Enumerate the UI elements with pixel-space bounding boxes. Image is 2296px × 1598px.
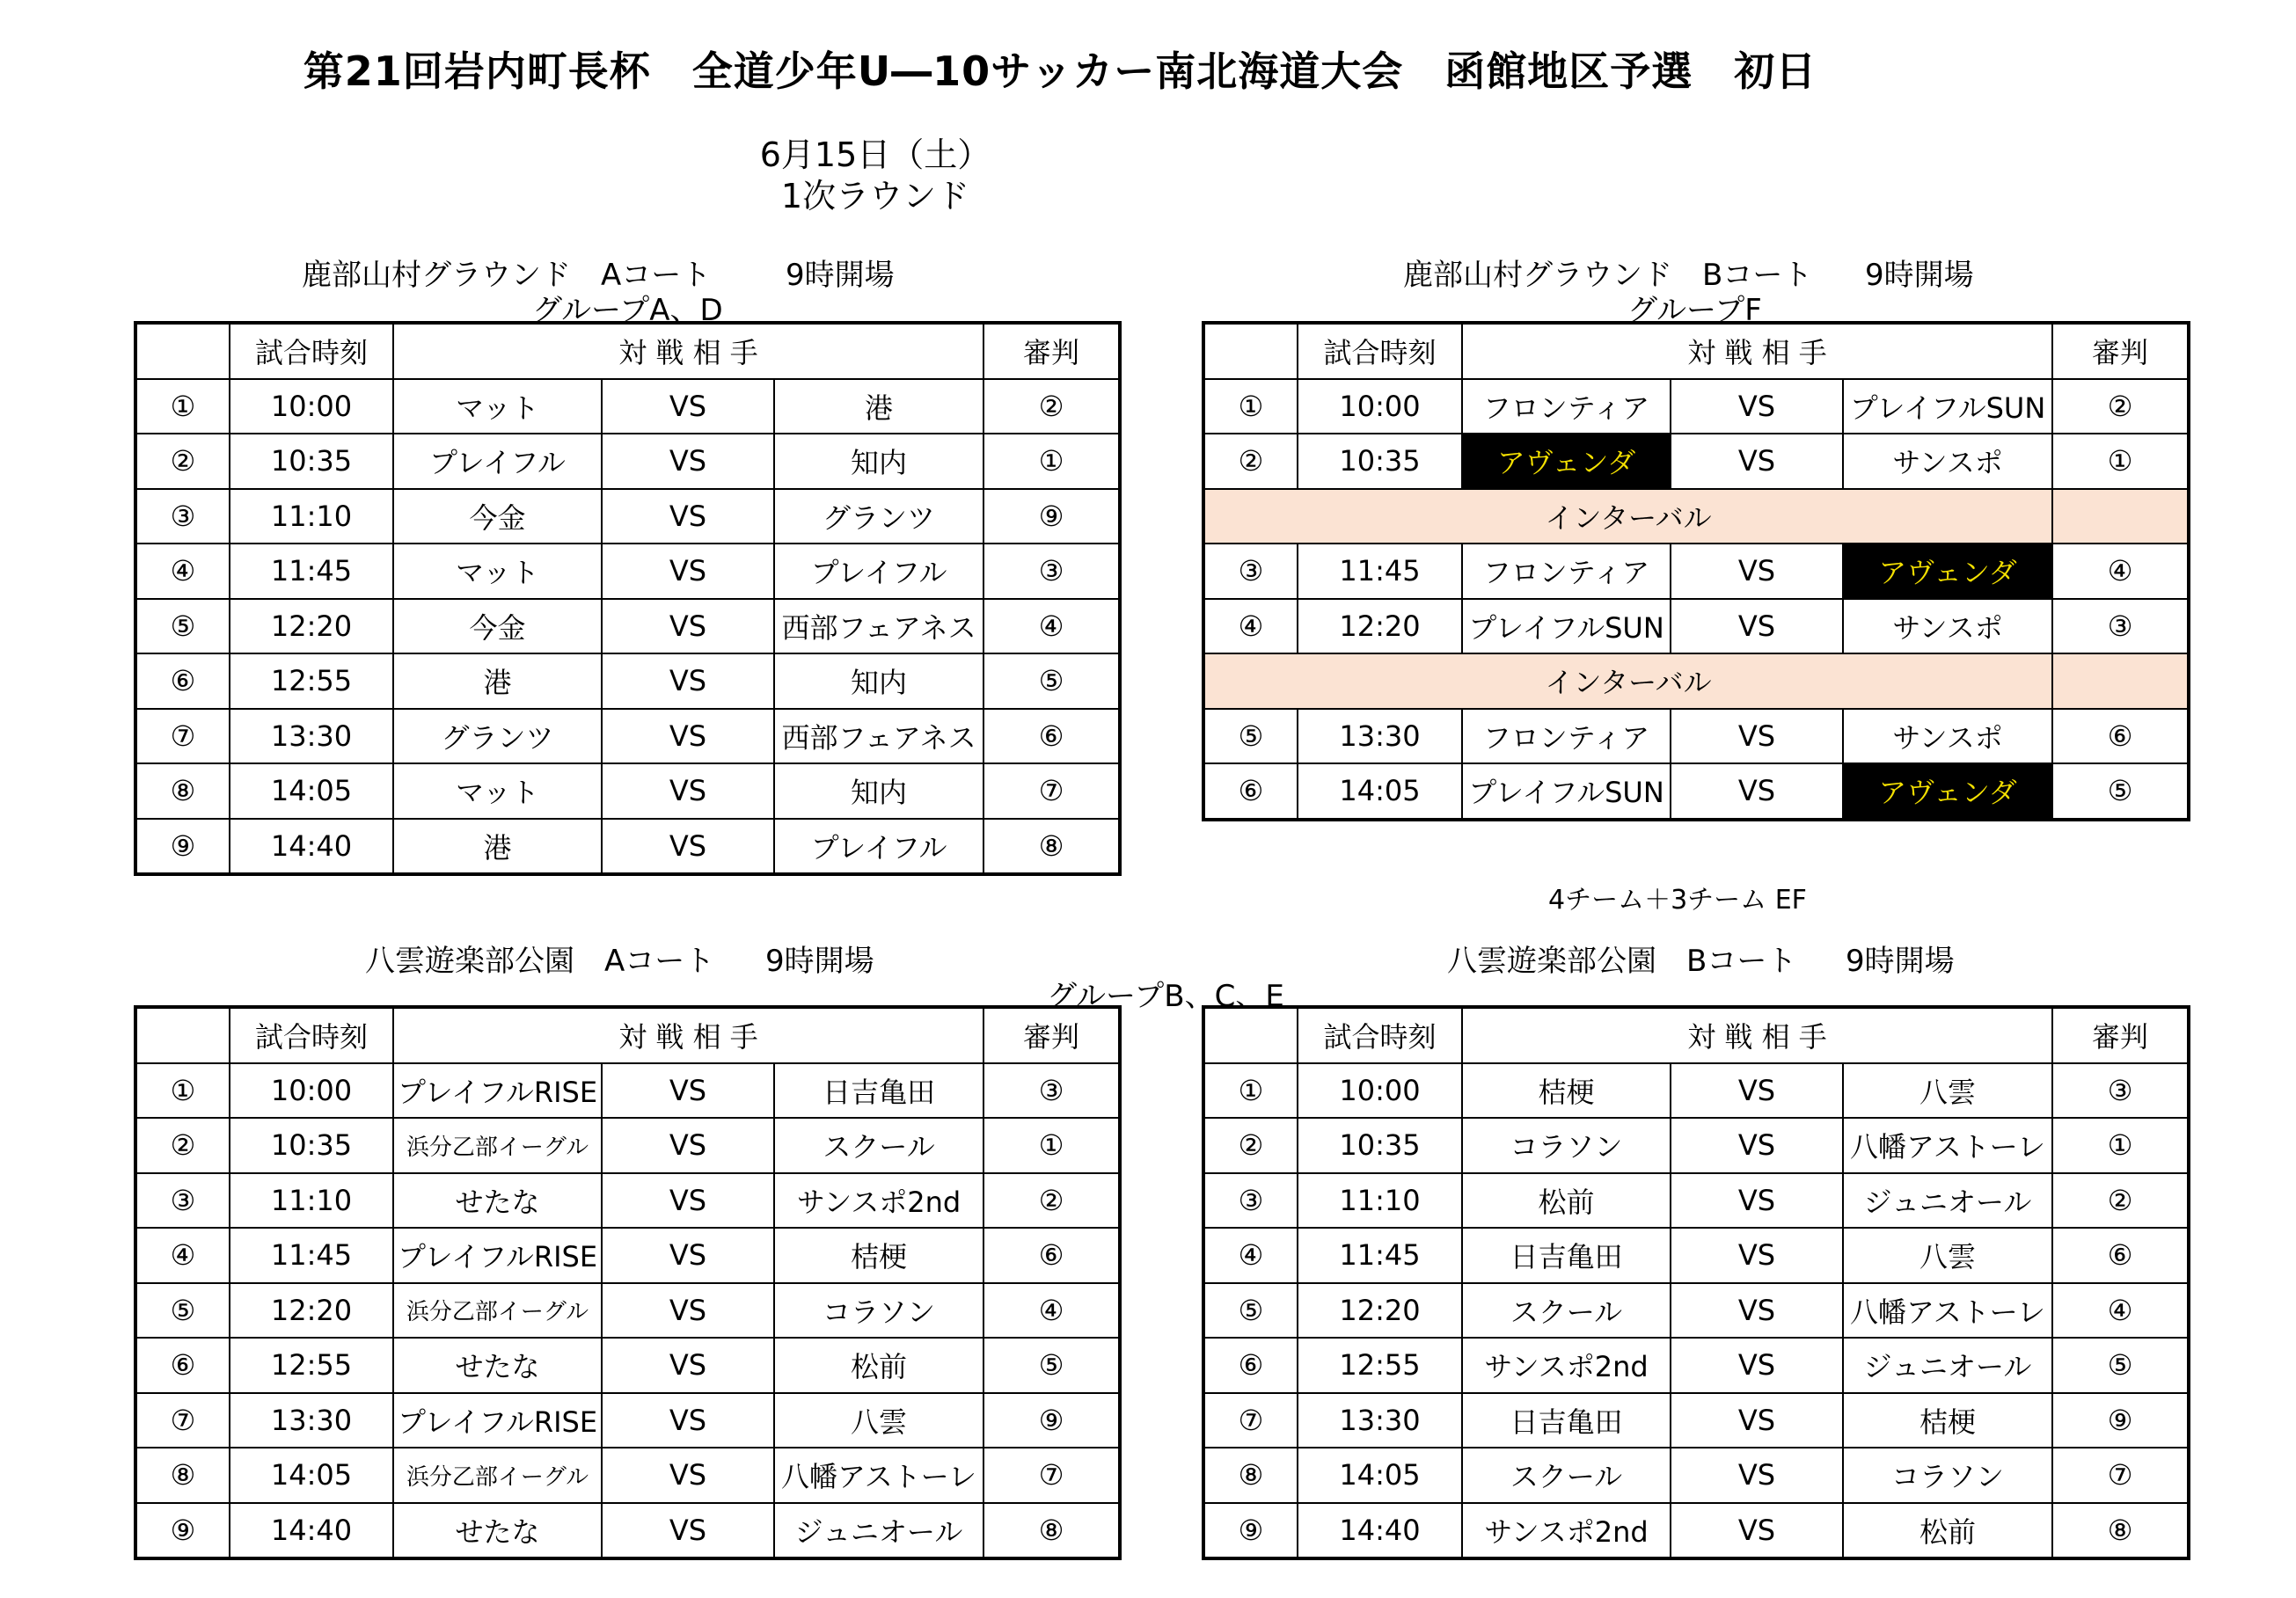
away-team: アヴェンダ bbox=[1843, 763, 2052, 820]
referee: ⑤ bbox=[2052, 763, 2189, 820]
home-team: 今金 bbox=[393, 489, 602, 544]
away-team: 松前 bbox=[774, 1338, 983, 1393]
court-group: グループF bbox=[1627, 293, 1762, 328]
header-opponents: 対 戦 相 手 bbox=[1462, 1007, 2052, 1063]
match-time: 12:55 bbox=[1298, 1338, 1462, 1393]
vs-label: VS bbox=[602, 1338, 774, 1393]
table-header-row bbox=[135, 1007, 1120, 1063]
match-number: ① bbox=[135, 1063, 230, 1119]
header-referee: 審判 bbox=[983, 1007, 1120, 1063]
away-team: ジュニオール bbox=[1843, 1338, 2052, 1393]
header-opponents: 対 戦 相 手 bbox=[393, 1007, 983, 1063]
vs-label: VS bbox=[1671, 599, 1843, 654]
court-group: グループB、C、E bbox=[1047, 979, 1284, 1014]
home-team: コラソン bbox=[1462, 1118, 1671, 1173]
match-time: 11:10 bbox=[230, 1173, 393, 1229]
away-team: 八雲 bbox=[1843, 1228, 2052, 1283]
referee: ⑨ bbox=[983, 1393, 1120, 1448]
vs-label: VS bbox=[1671, 1448, 1843, 1503]
header-opponents: 対 戦 相 手 bbox=[393, 323, 983, 379]
referee: ⑨ bbox=[2052, 1393, 2189, 1448]
table-row bbox=[1203, 1118, 2189, 1173]
home-team: 港 bbox=[393, 653, 602, 709]
referee: ③ bbox=[983, 1063, 1120, 1119]
interval-label: インターバル bbox=[1203, 489, 2052, 544]
referee: ④ bbox=[983, 1283, 1120, 1339]
match-number: ⑥ bbox=[135, 1338, 230, 1393]
table-row bbox=[1203, 709, 2189, 764]
table-row bbox=[135, 1338, 1120, 1393]
referee: ② bbox=[2052, 1173, 2189, 1229]
vs-label: VS bbox=[1671, 544, 1843, 599]
match-number: ② bbox=[135, 1118, 230, 1173]
away-team: 港 bbox=[774, 379, 983, 434]
vs-label: VS bbox=[602, 1063, 774, 1119]
match-number: ④ bbox=[135, 1228, 230, 1283]
home-team: プレイフルRISE bbox=[393, 1393, 602, 1448]
interval-blank bbox=[2052, 653, 2189, 709]
referee: ⑥ bbox=[2052, 709, 2189, 764]
match-number: ⑦ bbox=[135, 1393, 230, 1448]
referee: ⑨ bbox=[983, 489, 1120, 544]
away-team: コラソン bbox=[1843, 1448, 2052, 1503]
home-team: せたな bbox=[393, 1338, 602, 1393]
table-row bbox=[1203, 1228, 2189, 1283]
away-team: コラソン bbox=[774, 1283, 983, 1339]
vs-label: VS bbox=[1671, 709, 1843, 764]
table-row bbox=[1203, 1448, 2189, 1503]
away-team: 知内 bbox=[774, 434, 983, 489]
match-time: 12:20 bbox=[1298, 599, 1462, 654]
home-team: マット bbox=[393, 379, 602, 434]
match-number: ⑧ bbox=[135, 1448, 230, 1503]
match-time: 14:40 bbox=[230, 1503, 393, 1559]
vs-label: VS bbox=[602, 763, 774, 819]
match-number: ④ bbox=[1203, 599, 1298, 654]
vs-label: VS bbox=[602, 1448, 774, 1503]
match-time: 11:45 bbox=[1298, 544, 1462, 599]
home-team: 日吉亀田 bbox=[1462, 1393, 1671, 1448]
referee: ① bbox=[2052, 434, 2189, 489]
referee: ⑤ bbox=[2052, 1338, 2189, 1393]
page-title: 第21回岩内町長杯 全道少年U―10サッカー南北海道大会 函館地区予選 初日 bbox=[303, 47, 1817, 95]
table-row bbox=[1203, 599, 2189, 654]
table-row bbox=[1203, 379, 2189, 434]
header-opponents: 対 戦 相 手 bbox=[1462, 323, 2052, 379]
referee: ③ bbox=[2052, 1063, 2189, 1119]
match-number: ② bbox=[135, 434, 230, 489]
match-number: ⑧ bbox=[135, 763, 230, 819]
table-row bbox=[135, 1173, 1120, 1229]
table-row bbox=[135, 1283, 1120, 1339]
referee: ⑥ bbox=[983, 709, 1120, 764]
referee: ⑦ bbox=[983, 763, 1120, 819]
away-team: 知内 bbox=[774, 653, 983, 709]
referee: ⑦ bbox=[2052, 1448, 2189, 1503]
match-time: 11:45 bbox=[1298, 1228, 1462, 1283]
away-team: ジュニオール bbox=[774, 1503, 983, 1559]
header-no-cell bbox=[1203, 323, 1298, 379]
away-team: プレイフルSUN bbox=[1843, 379, 2052, 434]
home-team: グランツ bbox=[393, 709, 602, 764]
schedule-table-court-1 bbox=[1202, 321, 2190, 821]
referee: ④ bbox=[983, 599, 1120, 654]
vs-label: VS bbox=[1671, 1173, 1843, 1229]
table-row bbox=[135, 1393, 1120, 1448]
away-team: 松前 bbox=[1843, 1503, 2052, 1559]
match-number: ② bbox=[1203, 1118, 1298, 1173]
match-time: 14:40 bbox=[230, 819, 393, 875]
referee: ③ bbox=[983, 544, 1120, 599]
match-time: 12:55 bbox=[230, 1338, 393, 1393]
table-row bbox=[135, 653, 1120, 709]
match-number: ① bbox=[135, 379, 230, 434]
match-number: ④ bbox=[135, 544, 230, 599]
court-venue: 鹿部山村グラウンド Bコート bbox=[1403, 258, 1813, 293]
vs-label: VS bbox=[602, 1283, 774, 1339]
match-date: 6月15日（土） bbox=[759, 135, 991, 174]
match-time: 10:00 bbox=[1298, 1063, 1462, 1119]
vs-label: VS bbox=[602, 819, 774, 875]
match-time: 11:45 bbox=[230, 1228, 393, 1283]
home-team: スクール bbox=[1462, 1283, 1671, 1339]
match-number: ③ bbox=[135, 489, 230, 544]
home-team: プレイフルRISE bbox=[393, 1063, 602, 1119]
referee: ① bbox=[983, 434, 1120, 489]
home-team: プレイフルSUN bbox=[1462, 763, 1671, 820]
table-row bbox=[1203, 1283, 2189, 1339]
header-no-cell bbox=[135, 323, 230, 379]
table-row bbox=[135, 1503, 1120, 1559]
table-row bbox=[1203, 1393, 2189, 1448]
table-row bbox=[135, 599, 1120, 654]
match-number: ⑤ bbox=[1203, 709, 1298, 764]
home-team: 港 bbox=[393, 819, 602, 875]
match-number: ⑨ bbox=[135, 819, 230, 875]
vs-label: VS bbox=[1671, 1228, 1843, 1283]
match-number: ① bbox=[1203, 379, 1298, 434]
match-time: 12:20 bbox=[230, 1283, 393, 1339]
table-row bbox=[1203, 1338, 2189, 1393]
away-team: サンスポ bbox=[1843, 434, 2052, 489]
table-row bbox=[135, 763, 1120, 819]
schedule-table-court-0 bbox=[134, 321, 1122, 876]
table-row bbox=[135, 379, 1120, 434]
away-team: グランツ bbox=[774, 489, 983, 544]
match-number: ③ bbox=[135, 1173, 230, 1229]
home-team: せたな bbox=[393, 1503, 602, 1559]
match-time: 10:35 bbox=[230, 434, 393, 489]
referee: ⑤ bbox=[983, 653, 1120, 709]
match-number: ⑨ bbox=[135, 1503, 230, 1559]
referee: ② bbox=[2052, 379, 2189, 434]
away-team: プレイフル bbox=[774, 544, 983, 599]
match-time: 12:20 bbox=[1298, 1283, 1462, 1339]
court-group: グループA、D bbox=[532, 293, 723, 328]
referee: ② bbox=[983, 379, 1120, 434]
match-time: 12:20 bbox=[230, 599, 393, 654]
match-number: ⑤ bbox=[135, 1283, 230, 1339]
home-team: プレイフルSUN bbox=[1462, 599, 1671, 654]
home-team: プレイフルRISE bbox=[393, 1228, 602, 1283]
court-venue: 八雲遊楽部公園 Aコート bbox=[365, 944, 715, 979]
interval-label: インターバル bbox=[1203, 653, 2052, 709]
referee: ⑦ bbox=[983, 1448, 1120, 1503]
match-number: ⑧ bbox=[1203, 1448, 1298, 1503]
match-time: 10:35 bbox=[1298, 1118, 1462, 1173]
header-referee: 審判 bbox=[2052, 323, 2189, 379]
vs-label: VS bbox=[1671, 1118, 1843, 1173]
match-number: ⑥ bbox=[1203, 763, 1298, 820]
vs-label: VS bbox=[602, 1228, 774, 1283]
header-time: 試合時刻 bbox=[1298, 1007, 1462, 1063]
vs-label: VS bbox=[602, 1393, 774, 1448]
referee: ② bbox=[983, 1173, 1120, 1229]
home-team: 松前 bbox=[1462, 1173, 1671, 1229]
vs-label: VS bbox=[1671, 1063, 1843, 1119]
match-number: ⑦ bbox=[135, 709, 230, 764]
table-row bbox=[135, 544, 1120, 599]
match-time: 14:05 bbox=[230, 1448, 393, 1503]
header-time: 試合時刻 bbox=[230, 323, 393, 379]
match-number: ⑤ bbox=[135, 599, 230, 654]
match-number: ③ bbox=[1203, 544, 1298, 599]
table-row bbox=[1203, 1503, 2189, 1559]
away-team: 西部フェアネス bbox=[774, 599, 983, 654]
header-no-cell bbox=[1203, 1007, 1298, 1063]
referee: ④ bbox=[2052, 1283, 2189, 1339]
court-venue: 鹿部山村グラウンド Aコート bbox=[302, 258, 712, 293]
table-row bbox=[135, 489, 1120, 544]
match-time: 14:05 bbox=[1298, 763, 1462, 820]
table-header-row bbox=[135, 323, 1120, 379]
table-row bbox=[135, 434, 1120, 489]
schedule-table-court-2 bbox=[134, 1005, 1122, 1560]
match-time: 10:35 bbox=[1298, 434, 1462, 489]
match-time: 10:00 bbox=[1298, 379, 1462, 434]
away-team: プレイフル bbox=[774, 819, 983, 875]
header-no-cell bbox=[135, 1007, 230, 1063]
referee: ⑧ bbox=[983, 819, 1120, 875]
table-row bbox=[1203, 434, 2189, 489]
match-number: ⑥ bbox=[135, 653, 230, 709]
round-label: 1次ラウンド bbox=[780, 177, 970, 215]
table-row bbox=[1203, 544, 2189, 599]
match-number: ③ bbox=[1203, 1173, 1298, 1229]
home-team: フロンティア bbox=[1462, 379, 1671, 434]
referee: ⑥ bbox=[983, 1228, 1120, 1283]
referee: ⑧ bbox=[983, 1503, 1120, 1559]
home-team: 浜分乙部イーグル bbox=[393, 1448, 602, 1503]
away-team: 桔梗 bbox=[774, 1228, 983, 1283]
home-team: マット bbox=[393, 544, 602, 599]
match-number: ① bbox=[1203, 1063, 1298, 1119]
table-row bbox=[135, 1448, 1120, 1503]
match-number: ② bbox=[1203, 434, 1298, 489]
match-number: ⑨ bbox=[1203, 1503, 1298, 1559]
vs-label: VS bbox=[602, 653, 774, 709]
interval-row bbox=[1203, 489, 2189, 544]
schedule-table-court-3 bbox=[1202, 1005, 2190, 1560]
away-team: 八幡アストーレ bbox=[1843, 1118, 2052, 1173]
header-referee: 審判 bbox=[2052, 1007, 2189, 1063]
match-time: 14:40 bbox=[1298, 1503, 1462, 1559]
header-time: 試合時刻 bbox=[230, 1007, 393, 1063]
away-team: 西部フェアネス bbox=[774, 709, 983, 764]
table-row bbox=[1203, 1173, 2189, 1229]
court-open-time: 9時開場 bbox=[1846, 944, 1955, 979]
header-time: 試合時刻 bbox=[1298, 323, 1462, 379]
away-team: 八幡アストーレ bbox=[1843, 1283, 2052, 1339]
away-team: ジュニオール bbox=[1843, 1173, 2052, 1229]
vs-label: VS bbox=[602, 1173, 774, 1229]
match-time: 13:30 bbox=[1298, 1393, 1462, 1448]
match-time: 11:10 bbox=[230, 489, 393, 544]
court-venue: 八雲遊楽部公園 Bコート bbox=[1447, 944, 1797, 979]
header-referee: 審判 bbox=[983, 323, 1120, 379]
match-number: ⑦ bbox=[1203, 1393, 1298, 1448]
vs-label: VS bbox=[602, 544, 774, 599]
match-time: 11:10 bbox=[1298, 1173, 1462, 1229]
vs-label: VS bbox=[602, 379, 774, 434]
away-team: スクール bbox=[774, 1118, 983, 1173]
home-team: プレイフル bbox=[393, 434, 602, 489]
vs-label: VS bbox=[1671, 763, 1843, 820]
match-time: 14:05 bbox=[1298, 1448, 1462, 1503]
home-team: スクール bbox=[1462, 1448, 1671, 1503]
vs-label: VS bbox=[1671, 1338, 1843, 1393]
referee: ① bbox=[983, 1118, 1120, 1173]
table-row bbox=[135, 1118, 1120, 1173]
referee: ④ bbox=[2052, 544, 2189, 599]
away-team: 八雲 bbox=[774, 1393, 983, 1448]
home-team: 浜分乙部イーグル bbox=[393, 1283, 602, 1339]
table-row bbox=[1203, 763, 2189, 820]
vs-label: VS bbox=[1671, 1393, 1843, 1448]
match-number: ④ bbox=[1203, 1228, 1298, 1283]
away-team: サンスポ bbox=[1843, 709, 2052, 764]
vs-label: VS bbox=[1671, 1283, 1843, 1339]
table-row bbox=[1203, 1063, 2189, 1119]
table-row bbox=[135, 1228, 1120, 1283]
referee: ⑥ bbox=[2052, 1228, 2189, 1283]
vs-label: VS bbox=[602, 1118, 774, 1173]
interval-blank bbox=[2052, 489, 2189, 544]
court-open-time: 9時開場 bbox=[1865, 258, 1974, 293]
group-note: 4チーム＋3チーム EF bbox=[1548, 885, 1807, 916]
referee: ① bbox=[2052, 1118, 2189, 1173]
match-number: ⑤ bbox=[1203, 1283, 1298, 1339]
interval-row bbox=[1203, 653, 2189, 709]
home-team: 浜分乙部イーグル bbox=[393, 1118, 602, 1173]
vs-label: VS bbox=[602, 489, 774, 544]
vs-label: VS bbox=[602, 709, 774, 764]
away-team: 八幡アストーレ bbox=[774, 1448, 983, 1503]
match-time: 14:05 bbox=[230, 763, 393, 819]
home-team: マット bbox=[393, 763, 602, 819]
home-team: フロンティア bbox=[1462, 709, 1671, 764]
match-time: 11:45 bbox=[230, 544, 393, 599]
referee: ⑧ bbox=[2052, 1503, 2189, 1559]
referee: ⑤ bbox=[983, 1338, 1120, 1393]
home-team: せたな bbox=[393, 1173, 602, 1229]
away-team: 日吉亀田 bbox=[774, 1063, 983, 1119]
court-open-time: 9時開場 bbox=[786, 258, 895, 293]
court-open-time: 9時開場 bbox=[765, 944, 874, 979]
referee: ③ bbox=[2052, 599, 2189, 654]
table-header-row bbox=[1203, 1007, 2189, 1063]
vs-label: VS bbox=[602, 599, 774, 654]
vs-label: VS bbox=[602, 434, 774, 489]
home-team: 今金 bbox=[393, 599, 602, 654]
vs-label: VS bbox=[602, 1503, 774, 1559]
away-team: 八雲 bbox=[1843, 1063, 2052, 1119]
table-header-row bbox=[1203, 323, 2189, 379]
match-time: 13:30 bbox=[1298, 709, 1462, 764]
match-time: 13:30 bbox=[230, 1393, 393, 1448]
home-team: サンスポ2nd bbox=[1462, 1503, 1671, 1559]
vs-label: VS bbox=[1671, 379, 1843, 434]
home-team: アヴェンダ bbox=[1462, 434, 1671, 489]
match-time: 13:30 bbox=[230, 709, 393, 764]
match-time: 10:00 bbox=[230, 379, 393, 434]
away-team: 桔梗 bbox=[1843, 1393, 2052, 1448]
away-team: サンスポ bbox=[1843, 599, 2052, 654]
match-time: 10:35 bbox=[230, 1118, 393, 1173]
match-number: ⑥ bbox=[1203, 1338, 1298, 1393]
home-team: 日吉亀田 bbox=[1462, 1228, 1671, 1283]
away-team: 知内 bbox=[774, 763, 983, 819]
home-team: サンスポ2nd bbox=[1462, 1338, 1671, 1393]
home-team: フロンティア bbox=[1462, 544, 1671, 599]
vs-label: VS bbox=[1671, 1503, 1843, 1559]
home-team: 桔梗 bbox=[1462, 1063, 1671, 1119]
table-row bbox=[135, 1063, 1120, 1119]
away-team: アヴェンダ bbox=[1843, 544, 2052, 599]
table-row bbox=[135, 709, 1120, 764]
table-row bbox=[135, 819, 1120, 875]
match-time: 12:55 bbox=[230, 653, 393, 709]
vs-label: VS bbox=[1671, 434, 1843, 489]
match-time: 10:00 bbox=[230, 1063, 393, 1119]
away-team: サンスポ2nd bbox=[774, 1173, 983, 1229]
